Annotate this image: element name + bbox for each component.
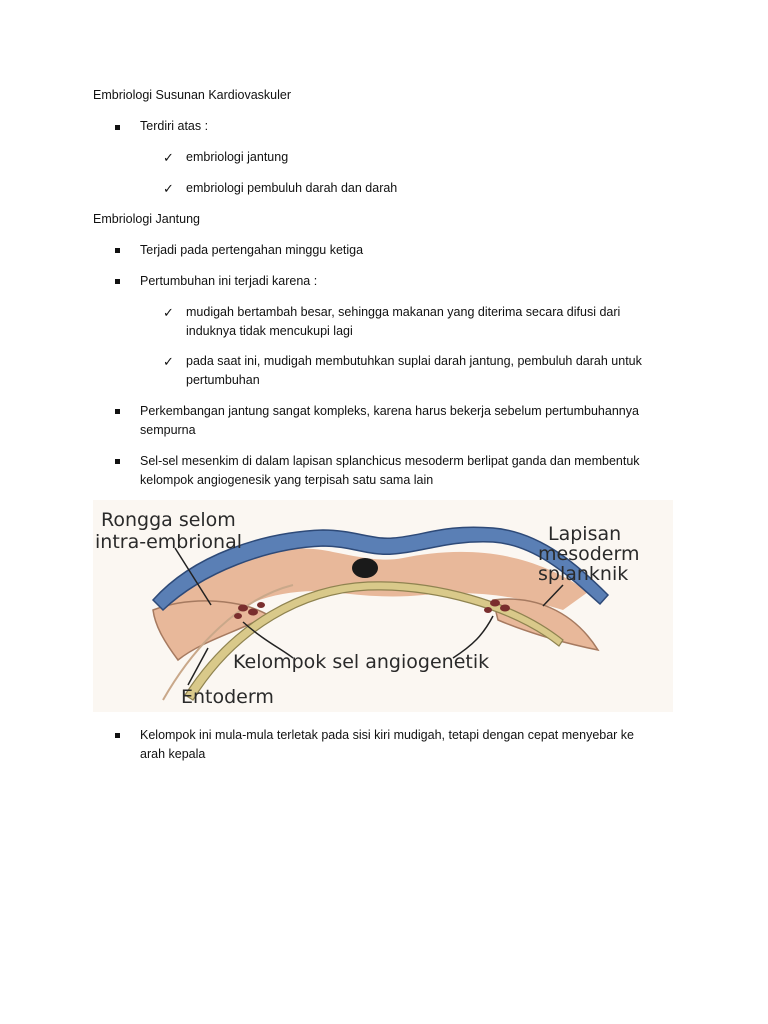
checkmark-icon: ✓ xyxy=(163,181,174,196)
cell-cluster-dot xyxy=(500,605,510,612)
cell-cluster-dot xyxy=(234,613,242,619)
check-item-jantung: embriologi jantung xyxy=(186,150,289,164)
label-lapisan: Lapisan xyxy=(548,523,622,545)
bullet-terjadi: Terjadi pada pertengahan minggu ketiga xyxy=(140,243,364,257)
bullet-kelompok-2: arah kepala xyxy=(140,747,206,761)
check-item-mudigah-2: induknya tidak mencukupi lagi xyxy=(186,324,353,338)
cell-cluster-dot xyxy=(248,609,258,616)
section-heading-kardiovaskuler: Embriologi Susunan Kardiovaskuler xyxy=(93,88,292,102)
label-kelompok-sel: Kelompok sel angiogenetik xyxy=(233,651,490,673)
embryo-cross-section-figure xyxy=(93,500,673,712)
label-splanknik: splanknik xyxy=(538,563,629,585)
cell-cluster-dot xyxy=(238,605,248,612)
checkmark-icon: ✓ xyxy=(163,150,174,165)
check-item-suplai-1: pada saat ini, mudigah membutuhkan suplai darah jantung, pembuluh darah untuk xyxy=(186,354,642,368)
square-bullet-icon xyxy=(115,248,120,253)
label-intra-embrional: intra-embrional xyxy=(95,531,243,553)
label-mesoderm: mesoderm xyxy=(538,543,640,565)
cell-cluster-dot xyxy=(484,607,492,613)
bullet-perkembangan-2: sempurna xyxy=(140,423,196,437)
cell-cluster-dot xyxy=(257,602,265,608)
bullet-terdiri: Terdiri atas : xyxy=(140,119,209,133)
label-rongga-selom: Rongga selom xyxy=(101,509,236,531)
label-entoderm: Entoderm xyxy=(181,686,274,708)
bullet-selsel-1: Sel-sel mesenkim di dalam lapisan splanchicus mesoderm berlipat ganda dan membentuk xyxy=(140,454,640,468)
checkmark-icon: ✓ xyxy=(163,305,174,320)
bullet-pertumbuhan: Pertumbuhan ini terjadi karena : xyxy=(140,274,318,288)
bullet-selsel-2: kelompok angiogenesik yang terpisah satu sama lain xyxy=(140,473,434,487)
check-item-mudigah-1: mudigah bertambah besar, sehingga makanan yang diterima secara difusi dari xyxy=(186,305,621,319)
cell-cluster-dot xyxy=(490,600,500,607)
check-item-pembuluh: embriologi pembuluh darah dan darah xyxy=(186,181,398,195)
square-bullet-icon xyxy=(115,125,120,130)
square-bullet-icon xyxy=(115,279,120,284)
bullet-perkembangan-1: Perkembangan jantung sangat kompleks, karena harus bekerja sebelum pertumbuhannya xyxy=(140,404,639,418)
square-bullet-icon xyxy=(115,733,120,738)
check-item-suplai-2: pertumbuhan xyxy=(186,373,260,387)
notochord xyxy=(352,558,378,578)
section-heading-jantung: Embriologi Jantung xyxy=(93,212,201,226)
square-bullet-icon xyxy=(115,459,120,464)
bullet-kelompok-1: Kelompok ini mula-mula terletak pada sisi kiri mudigah, tetapi dengan cepat menyebar ke xyxy=(140,728,635,742)
checkmark-icon: ✓ xyxy=(163,354,174,369)
square-bullet-icon xyxy=(115,409,120,414)
